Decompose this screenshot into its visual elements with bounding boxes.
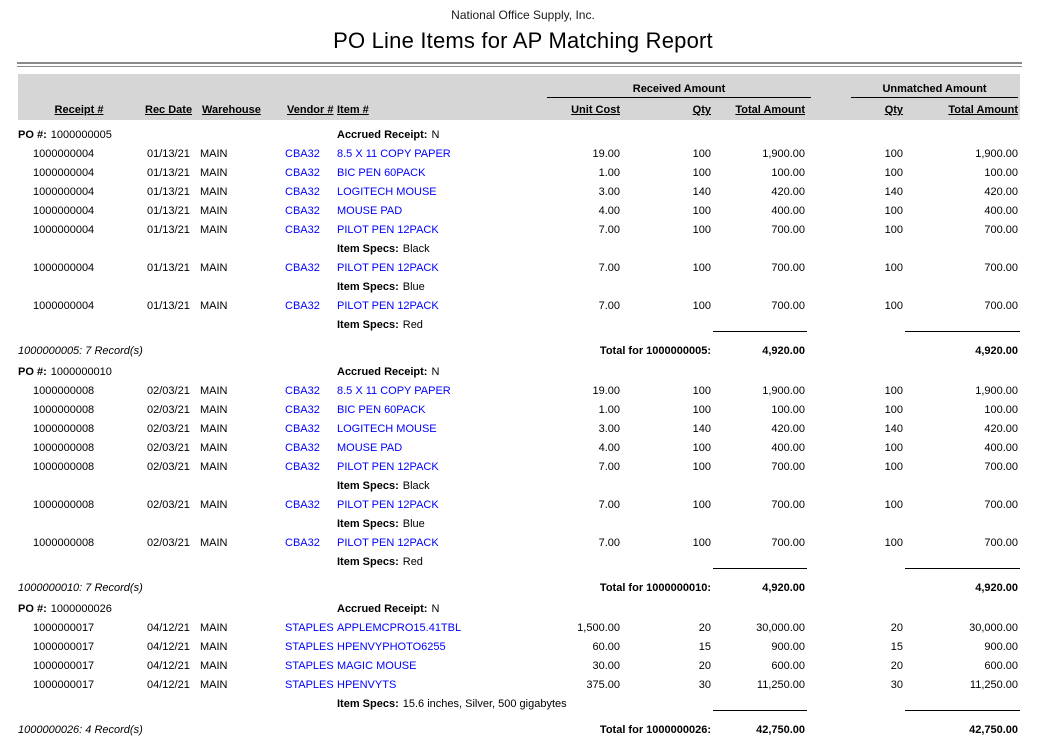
po-header-row: [18, 357, 1020, 378]
receipt-cell: 1000000008: [33, 499, 95, 511]
section-total-row: [18, 331, 1020, 357]
receipt-cell: 1000000008: [33, 423, 95, 435]
item-link[interactable]: PILOT PEN 12PACK: [337, 262, 439, 274]
qty-cell: 30: [698, 679, 711, 691]
item-link[interactable]: BIC PEN 60PACK: [337, 167, 426, 179]
vendor-link[interactable]: CBA32: [285, 537, 320, 549]
col-header-unit-cost[interactable]: Unit Cost: [571, 104, 620, 116]
section-total-row: [18, 710, 1020, 736]
vendor-link[interactable]: CBA32: [285, 224, 320, 236]
unmatched-total-cell: 700.00: [984, 499, 1019, 511]
vendor-link[interactable]: CBA32: [285, 300, 320, 312]
col-header-qty[interactable]: Qty: [692, 104, 711, 116]
total-amount-cell: 700.00: [771, 537, 806, 549]
unit-cost-cell: 19.00: [592, 385, 620, 397]
warehouse-cell: MAIN: [200, 499, 228, 511]
rec-date-cell: 01/13/21: [147, 205, 190, 217]
item-row: [18, 179, 1020, 198]
accrued-receipt-label: Accrued Receipt:: [337, 603, 428, 615]
item-specs-label: Item Specs:: [337, 697, 399, 710]
spec-spacer: [18, 274, 335, 293]
accrued-receipt-cell: [335, 357, 1020, 378]
item-row: [18, 293, 1020, 312]
rec-date-cell: 02/03/21: [147, 404, 190, 416]
receipt-cell: 1000000004: [33, 262, 95, 274]
item-specs-cell: [335, 511, 1020, 530]
unmatched-qty-cell: 20: [890, 660, 904, 672]
po-number: 1000000010: [50, 366, 112, 378]
item-specs-label: Item Specs:: [337, 281, 399, 293]
item-row: [18, 397, 1020, 416]
section-total-label: Total for 1000000005:: [599, 345, 711, 357]
warehouse-cell: MAIN: [200, 300, 228, 312]
item-specs-row: [18, 691, 1020, 710]
receipt-cell: 1000000004: [33, 205, 95, 217]
unmatched-total-cell: 700.00: [984, 461, 1019, 473]
item-specs-cell: [335, 236, 1020, 255]
record-count: 1000000026: 4 Record(s): [18, 724, 143, 736]
warehouse-cell: MAIN: [200, 224, 228, 236]
item-specs-label: Item Specs:: [337, 318, 399, 331]
report-body: [18, 120, 1020, 736]
receipt-cell: 1000000008: [33, 461, 95, 473]
warehouse-cell: MAIN: [200, 660, 228, 672]
unit-cost-cell: 1,500.00: [577, 622, 620, 634]
warehouse-cell: MAIN: [200, 537, 228, 549]
total-amount-cell: 700.00: [771, 461, 806, 473]
item-row: [18, 615, 1020, 634]
unmatched-qty-cell: 100: [884, 300, 904, 312]
unmatched-total-cell: 700.00: [984, 537, 1019, 549]
unmatched-total-cell: 700.00: [984, 224, 1019, 236]
item-specs-row: [18, 312, 1020, 331]
qty-cell: 15: [698, 641, 711, 653]
section-total-label: Total for 1000000026:: [599, 724, 711, 736]
rec-date-cell: 01/13/21: [147, 148, 190, 160]
receipt-cell: 1000000004: [33, 148, 95, 160]
unmatched-qty-cell: 100: [884, 385, 904, 397]
unmatched-qty-cell: 15: [890, 641, 904, 653]
item-link[interactable]: PILOT PEN 12PACK: [337, 461, 439, 473]
total-amount-cell: 30,000.00: [756, 622, 806, 634]
receipt-cell: 1000000004: [33, 300, 95, 312]
section-total-row: [18, 568, 1020, 594]
group-header-row: [18, 74, 1020, 98]
spec-spacer: [18, 691, 335, 710]
qty-cell: 20: [698, 660, 711, 672]
receipt-cell: 1000000004: [33, 167, 95, 179]
unmatched-qty-cell: 20: [890, 622, 904, 634]
unit-cost-cell: 60.00: [592, 641, 620, 653]
total-spacer: [807, 568, 905, 594]
item-specs-value: Black: [402, 480, 430, 492]
received-total-value: 4,920.00: [713, 568, 807, 594]
vendor-link[interactable]: CBA32: [285, 423, 320, 435]
unmatched-qty-cell: 100: [884, 167, 904, 179]
receipt-cell: 1000000017: [33, 679, 95, 691]
item-link[interactable]: HPENVYTS: [337, 679, 397, 691]
group-header-spacer: [18, 74, 525, 98]
spec-spacer: [18, 236, 335, 255]
vendor-link[interactable]: STAPLES: [285, 622, 334, 634]
unmatched-qty-cell: 100: [884, 461, 904, 473]
qty-cell: 100: [692, 205, 711, 217]
rec-date-cell: 01/13/21: [147, 186, 190, 198]
spec-spacer: [18, 473, 335, 492]
unmatched-qty-cell: 30: [890, 679, 904, 691]
qty-cell: 100: [692, 224, 711, 236]
vendor-link[interactable]: CBA32: [285, 404, 320, 416]
warehouse-cell: MAIN: [200, 423, 228, 435]
item-link[interactable]: MOUSE PAD: [337, 442, 403, 454]
unmatched-qty-cell: 140: [884, 186, 904, 198]
qty-cell: 140: [692, 423, 711, 435]
unmatched-total-cell: 30,000.00: [969, 622, 1019, 634]
total-amount-cell: 100.00: [771, 167, 806, 179]
vendor-link[interactable]: CBA32: [285, 262, 320, 274]
item-link[interactable]: PILOT PEN 12PACK: [337, 537, 439, 549]
warehouse-cell: MAIN: [200, 167, 228, 179]
unit-cost-cell: 7.00: [598, 537, 620, 549]
po-label: PO #:: [18, 366, 47, 378]
table-header: [18, 74, 1020, 120]
col-header-vendor[interactable]: Vendor #: [287, 104, 334, 116]
unmatched-total-cell: 400.00: [984, 205, 1019, 217]
unmatched-qty-cell: 100: [884, 404, 904, 416]
unit-cost-cell: 3.00: [598, 186, 620, 198]
unmatched-total-value: 42,750.00: [905, 710, 1020, 736]
po-number-cell: [18, 594, 335, 615]
unmatched-total-cell: 400.00: [984, 442, 1019, 454]
rec-date-cell: 02/03/21: [147, 499, 190, 511]
receipt-cell: 1000000008: [33, 385, 95, 397]
unit-cost-cell: 4.00: [598, 442, 620, 454]
qty-cell: 100: [692, 537, 711, 549]
col-header-unmatched-total-amount[interactable]: Total Amount: [948, 104, 1019, 116]
total-amount-cell: 420.00: [771, 186, 806, 198]
spec-spacer: [18, 549, 335, 568]
unmatched-total-cell: 900.00: [984, 641, 1019, 653]
rec-date-cell: 02/03/21: [147, 385, 190, 397]
group-header-received-label: Received Amount: [547, 83, 811, 98]
warehouse-cell: MAIN: [200, 205, 228, 217]
unmatched-total-cell: 1,900.00: [975, 148, 1019, 160]
record-count: 1000000005: 7 Record(s): [18, 345, 143, 357]
rec-date-cell: 04/12/21: [147, 641, 190, 653]
receipt-cell: 1000000004: [33, 224, 95, 236]
rec-date-cell: 01/13/21: [147, 224, 190, 236]
receipt-cell: 1000000017: [33, 641, 95, 653]
unit-cost-cell: 7.00: [598, 224, 620, 236]
qty-cell: 100: [692, 167, 711, 179]
receipt-cell: 1000000017: [33, 660, 95, 672]
vendor-link[interactable]: CBA32: [285, 167, 320, 179]
warehouse-cell: MAIN: [200, 622, 228, 634]
accrued-receipt-label: Accrued Receipt:: [337, 129, 428, 141]
item-link[interactable]: 8.5 X 11 COPY PAPER: [337, 385, 451, 397]
vendor-link[interactable]: CBA32: [285, 148, 320, 160]
item-row: [18, 378, 1020, 397]
item-row: [18, 217, 1020, 236]
item-specs-row: [18, 511, 1020, 530]
qty-cell: 100: [692, 262, 711, 274]
unmatched-total-cell: 600.00: [984, 660, 1019, 672]
po-header-row: [18, 120, 1020, 141]
unmatched-total-cell: 11,250.00: [969, 679, 1019, 691]
col-header-rec-date[interactable]: Rec Date: [145, 104, 193, 116]
item-specs-row: [18, 274, 1020, 293]
item-link[interactable]: HPENVYPHOTO6255: [337, 641, 446, 653]
receipt-cell: 1000000008: [33, 404, 95, 416]
rec-date-cell: 02/03/21: [147, 423, 190, 435]
item-link[interactable]: APPLEMCPRO15.41TBL: [337, 622, 462, 634]
unit-cost-cell: 1.00: [598, 404, 620, 416]
receipt-cell: 1000000017: [33, 622, 95, 634]
unmatched-qty-cell: 100: [884, 205, 904, 217]
item-specs-value: Blue: [402, 518, 425, 530]
unit-cost-cell: 7.00: [598, 300, 620, 312]
po-label: PO #:: [18, 603, 47, 615]
total-amount-cell: 420.00: [771, 423, 806, 435]
po-number-cell: [18, 357, 335, 378]
item-link[interactable]: PILOT PEN 12PACK: [337, 300, 439, 312]
spec-spacer: [18, 312, 335, 331]
item-row: [18, 435, 1020, 454]
item-link[interactable]: MOUSE PAD: [337, 205, 403, 217]
unit-cost-cell: 7.00: [598, 262, 620, 274]
col-header-receipt[interactable]: Receipt #: [54, 104, 104, 116]
unmatched-qty-cell: 100: [884, 537, 904, 549]
col-header-item[interactable]: Item #: [337, 104, 369, 116]
unit-cost-cell: 1.00: [598, 167, 620, 179]
item-specs-value: Black: [402, 243, 430, 255]
unmatched-qty-cell: 100: [884, 224, 904, 236]
total-amount-cell: 700.00: [771, 499, 806, 511]
record-count: 1000000010: 7 Record(s): [18, 582, 143, 594]
vendor-link[interactable]: CBA32: [285, 385, 320, 397]
item-link[interactable]: BIC PEN 60PACK: [337, 404, 426, 416]
warehouse-cell: MAIN: [200, 679, 228, 691]
unmatched-total-value: 4,920.00: [905, 568, 1020, 594]
vendor-link[interactable]: CBA32: [285, 205, 320, 217]
item-specs-row: [18, 236, 1020, 255]
item-row: [18, 634, 1020, 653]
unit-cost-cell: 7.00: [598, 499, 620, 511]
report-table: [18, 74, 1020, 736]
total-amount-cell: 1,900.00: [762, 385, 806, 397]
spec-spacer: [18, 511, 335, 530]
qty-cell: 100: [692, 300, 711, 312]
total-amount-cell: 1,900.00: [762, 148, 806, 160]
item-row: [18, 653, 1020, 672]
item-specs-cell: [335, 691, 1020, 710]
received-total-value: 42,750.00: [713, 710, 807, 736]
unmatched-total-cell: 100.00: [984, 167, 1019, 179]
total-amount-cell: 700.00: [771, 262, 806, 274]
col-header-total-amount[interactable]: Total Amount: [735, 104, 806, 116]
vendor-link[interactable]: STAPLES: [285, 641, 334, 653]
total-amount-cell: 400.00: [771, 442, 806, 454]
item-specs-row: [18, 473, 1020, 492]
group-header-unmatched: [807, 74, 1020, 98]
warehouse-cell: MAIN: [200, 461, 228, 473]
rec-date-cell: 01/13/21: [147, 262, 190, 274]
warehouse-cell: MAIN: [200, 442, 228, 454]
unit-cost-cell: 3.00: [598, 423, 620, 435]
item-specs-row: [18, 549, 1020, 568]
item-row: [18, 416, 1020, 435]
qty-cell: 100: [692, 499, 711, 511]
qty-cell: 100: [692, 385, 711, 397]
po-header-row: [18, 594, 1020, 615]
total-amount-cell: 900.00: [771, 641, 806, 653]
item-specs-label: Item Specs:: [337, 555, 399, 568]
vendor-link[interactable]: CBA32: [285, 442, 320, 454]
unmatched-qty-cell: 100: [884, 148, 904, 160]
warehouse-cell: MAIN: [200, 186, 228, 198]
unmatched-qty-cell: 100: [884, 442, 904, 454]
group-header-received: [525, 74, 807, 98]
warehouse-cell: MAIN: [200, 641, 228, 653]
title-divider: [17, 62, 1022, 67]
item-specs-value: Red: [402, 318, 423, 331]
unit-cost-cell: 7.00: [598, 461, 620, 473]
unmatched-total-cell: 700.00: [984, 300, 1019, 312]
qty-cell: 100: [692, 148, 711, 160]
unmatched-total-cell: 420.00: [984, 423, 1019, 435]
item-specs-label: Item Specs:: [337, 518, 399, 530]
qty-cell: 100: [692, 404, 711, 416]
qty-cell: 100: [692, 442, 711, 454]
unit-cost-cell: 4.00: [598, 205, 620, 217]
accrued-receipt-value: N: [431, 129, 440, 141]
total-amount-cell: 700.00: [771, 224, 806, 236]
warehouse-cell: MAIN: [200, 385, 228, 397]
rec-date-cell: 04/12/21: [147, 679, 190, 691]
col-header-unmatched-qty[interactable]: Qty: [884, 104, 904, 116]
item-row: [18, 141, 1020, 160]
accrued-receipt-value: N: [431, 366, 440, 378]
qty-cell: 140: [692, 186, 711, 198]
total-amount-cell: 700.00: [771, 300, 806, 312]
unmatched-total-value: 4,920.00: [905, 331, 1020, 357]
item-specs-cell: [335, 473, 1020, 492]
item-specs-label: Item Specs:: [337, 480, 399, 492]
col-header-warehouse[interactable]: Warehouse: [202, 104, 261, 116]
item-row: [18, 454, 1020, 473]
unmatched-total-cell: 1,900.00: [975, 385, 1019, 397]
item-specs-value: Red: [402, 555, 423, 568]
unit-cost-cell: 375.00: [586, 679, 620, 691]
rec-date-cell: 02/03/21: [147, 442, 190, 454]
rec-date-cell: 02/03/21: [147, 537, 190, 549]
page-title: PO Line Items for AP Matching Report: [333, 28, 713, 53]
item-link[interactable]: LOGITECH MOUSE: [337, 423, 437, 435]
unmatched-qty-cell: 100: [884, 499, 904, 511]
item-row: [18, 198, 1020, 217]
item-link[interactable]: MAGIC MOUSE: [337, 660, 417, 672]
accrued-receipt-value: N: [431, 603, 440, 615]
item-link[interactable]: PILOT PEN 12PACK: [337, 224, 439, 236]
item-row: [18, 672, 1020, 691]
unit-cost-cell: 19.00: [592, 148, 620, 160]
item-specs-value: 15.6 inches, Silver, 500 gigabytes: [402, 697, 567, 710]
item-specs-value: Blue: [402, 281, 425, 293]
po-label: PO #:: [18, 129, 47, 141]
item-row: [18, 255, 1020, 274]
vendor-link[interactable]: CBA32: [285, 499, 320, 511]
unmatched-total-cell: 100.00: [984, 404, 1019, 416]
accrued-receipt-cell: [335, 120, 1020, 141]
total-spacer: [807, 331, 905, 357]
vendor-link[interactable]: STAPLES: [285, 679, 334, 691]
qty-cell: 100: [692, 461, 711, 473]
item-link[interactable]: PILOT PEN 12PACK: [337, 499, 439, 511]
item-link[interactable]: 8.5 X 11 COPY PAPER: [337, 148, 451, 160]
total-spacer: [807, 710, 905, 736]
vendor-link[interactable]: CBA32: [285, 461, 320, 473]
total-amount-cell: 11,250.00: [756, 679, 806, 691]
unmatched-qty-cell: 100: [884, 262, 904, 274]
column-header-row: [18, 98, 1020, 120]
unmatched-qty-cell: 140: [884, 423, 904, 435]
warehouse-cell: MAIN: [200, 404, 228, 416]
accrued-receipt-label: Accrued Receipt:: [337, 366, 428, 378]
company-name: National Office Supply, Inc.: [451, 8, 595, 22]
item-row: [18, 160, 1020, 179]
rec-date-cell: 04/12/21: [147, 660, 190, 672]
rec-date-cell: 02/03/21: [147, 461, 190, 473]
receipt-cell: 1000000004: [33, 186, 95, 198]
total-amount-cell: 400.00: [771, 205, 806, 217]
rec-date-cell: 04/12/21: [147, 622, 190, 634]
receipt-cell: 1000000008: [33, 442, 95, 454]
received-total-value: 4,920.00: [713, 331, 807, 357]
unmatched-total-cell: 700.00: [984, 262, 1019, 274]
item-specs-cell: [335, 312, 1020, 331]
item-link[interactable]: LOGITECH MOUSE: [337, 186, 437, 198]
accrued-receipt-cell: [335, 594, 1020, 615]
item-specs-cell: [335, 549, 1020, 568]
group-header-unmatched-label: Unmatched Amount: [851, 83, 1018, 98]
po-number: 1000000005: [50, 129, 112, 141]
qty-cell: 20: [698, 622, 711, 634]
warehouse-cell: MAIN: [200, 148, 228, 160]
rec-date-cell: 01/13/21: [147, 300, 190, 312]
item-specs-label: Item Specs:: [337, 243, 399, 255]
unit-cost-cell: 30.00: [592, 660, 620, 672]
total-amount-cell: 600.00: [771, 660, 806, 672]
po-number-cell: [18, 120, 335, 141]
po-number: 1000000026: [50, 603, 112, 615]
item-specs-cell: [335, 274, 1020, 293]
rec-date-cell: 01/13/21: [147, 167, 190, 179]
vendor-link[interactable]: STAPLES: [285, 660, 334, 672]
unmatched-total-cell: 420.00: [984, 186, 1019, 198]
receipt-cell: 1000000008: [33, 537, 95, 549]
item-row: [18, 492, 1020, 511]
item-row: [18, 530, 1020, 549]
vendor-link[interactable]: CBA32: [285, 186, 320, 198]
warehouse-cell: MAIN: [200, 262, 228, 274]
section-total-label: Total for 1000000010:: [599, 582, 711, 594]
total-amount-cell: 100.00: [771, 404, 806, 416]
